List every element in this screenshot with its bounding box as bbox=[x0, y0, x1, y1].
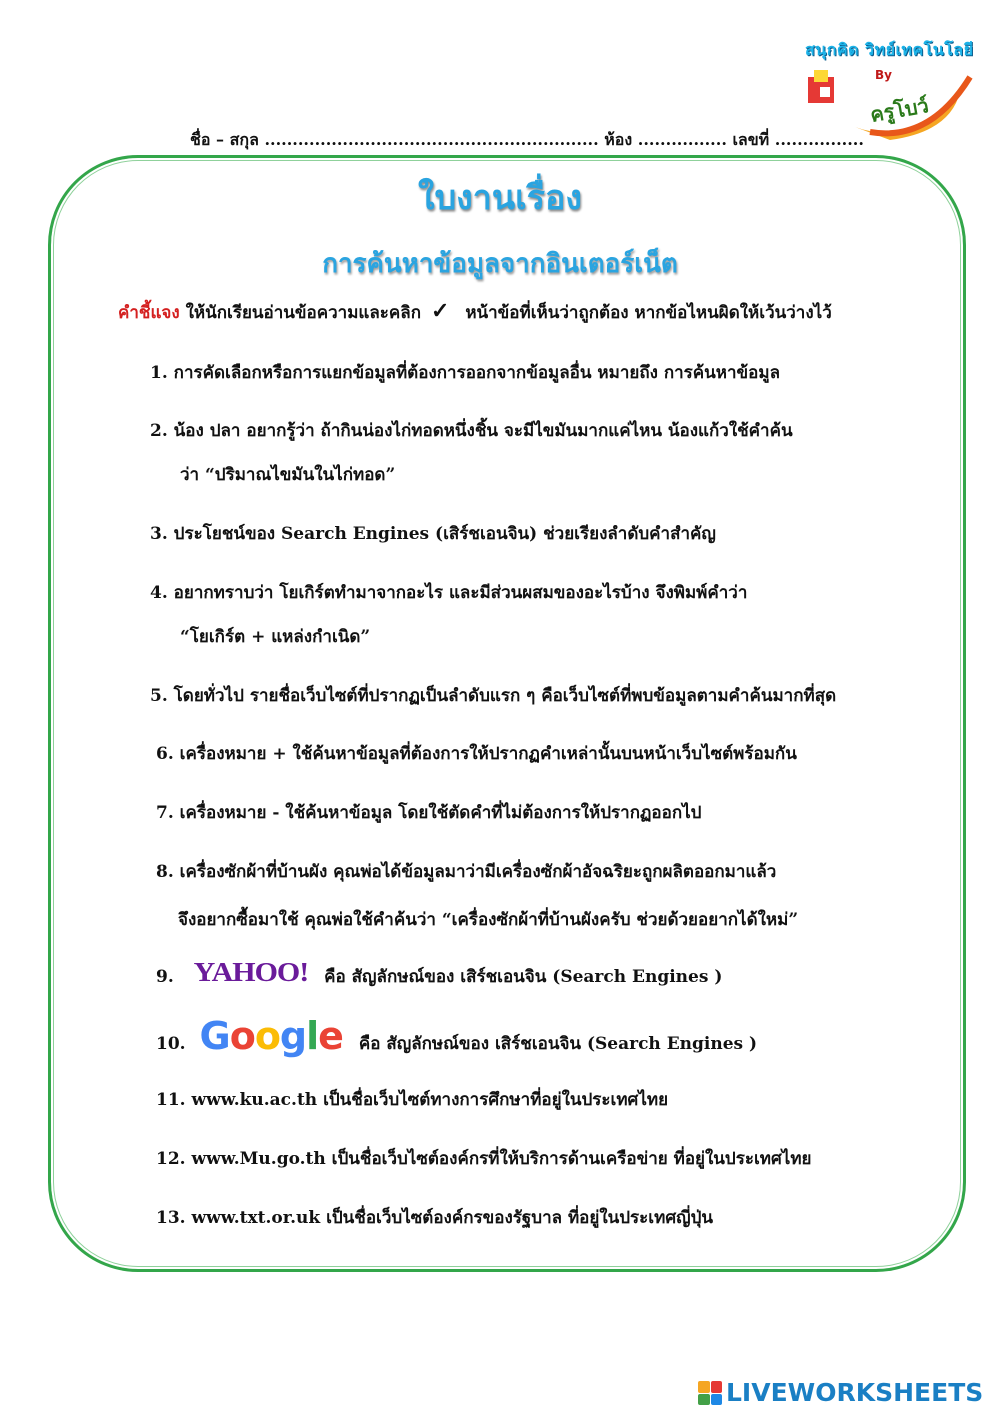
question-text: www.Mu.go.th เป็นชื่อเว็บไซต์องค์กรที่ให้บริการด้านเครือข่าย ที่อยู่ในประเทศไทย bbox=[191, 1149, 812, 1169]
question-9[interactable] bbox=[156, 956, 722, 990]
student-info-line: ชื่อ – สกุล ............................................................ ห้อง ................ เลขที่ ................ bbox=[190, 130, 864, 149]
question-number: 10. bbox=[156, 1034, 186, 1054]
question-text: อยากทราบว่า โยเกิร์ตทำมาจากอะไร และมีส่วนผสมของอะไรบ้าง จึงพิมพ์คำว่า bbox=[173, 583, 748, 603]
brand-logo-by: By bbox=[875, 68, 892, 82]
question-number: 13. bbox=[156, 1208, 186, 1228]
question-3[interactable] bbox=[150, 520, 716, 547]
liveworksheets-footer bbox=[698, 1378, 998, 1408]
question-number: 8. bbox=[156, 862, 174, 882]
brand-logo-caption: สนุกคิด วิทย์เทคโนโลยี bbox=[805, 40, 974, 59]
question-5[interactable] bbox=[150, 682, 836, 709]
instructions bbox=[118, 298, 918, 326]
question-number: 11. bbox=[156, 1090, 186, 1110]
question-7[interactable] bbox=[156, 799, 701, 826]
question-number: 1. bbox=[150, 363, 168, 383]
question-13[interactable] bbox=[156, 1204, 713, 1231]
question-number: 2. bbox=[150, 421, 168, 441]
question-text: เครื่องหมาย - ใช้ค้นหาข้อมูล โดยใช้ตัดคำที่ไม่ต้องการให้ปรากฏออกไป bbox=[179, 803, 702, 823]
question-6[interactable] bbox=[156, 740, 797, 767]
question-text: คือ สัญลักษณ์ของ เสิร์ชเอนจิน (Search Engines ) bbox=[324, 967, 723, 987]
liveworksheets-icon bbox=[698, 1381, 722, 1405]
question-number: 7. bbox=[156, 803, 174, 823]
question-8-line-2: จึงอยากซื้อมาใช้ คุณพ่อใช้คำค้นว่า “เครื่องซักผ้าที่บ้านผังครับ ช่วยด้วยอยากได้ใหม่” bbox=[178, 910, 799, 930]
question-text: คือ สัญลักษณ์ของ เสิร์ชเอนจิน (Search Engines ) bbox=[358, 1034, 758, 1054]
question-11[interactable] bbox=[156, 1086, 668, 1113]
question-2[interactable] bbox=[150, 417, 793, 444]
question-text: ประโยชน์ของ Search Engines (เสิร์ชเอนจิน) ช่วยเรียงลำดับคำสำคัญ bbox=[173, 524, 716, 544]
brand-logo-author: ครูโบว์ bbox=[868, 93, 931, 127]
question-4-line-2: “โยเกิร์ต + แหล่งกำเนิด” bbox=[180, 627, 371, 647]
question-text: www.txt.or.uk เป็นชื่อเว็บไซต์องค์กรของรัฐบาล ที่อยู่ในประเทศญี่ปุ่น bbox=[191, 1208, 714, 1228]
question-text: การคัดเลือกหรือการแยกข้อมูลที่ต้องการออกจากข้อมูลอื่น หมายถึง การค้นหาข้อมูล bbox=[173, 363, 781, 383]
question-text: น้อง ปลา อยากรู้ว่า ถ้ากินน่องไก่ทอดหนึ่งชิ้น จะมีไขมันมากแค่ไหน น้องแก้วใช้คำค้น bbox=[173, 421, 793, 441]
google-logo: Google bbox=[199, 1014, 343, 1058]
question-number: 6. bbox=[156, 744, 174, 764]
question-2-line-2: ว่า “ปริมาณไขมันในไก่ทอด” bbox=[180, 465, 396, 485]
question-text: โดยทั่วไป รายชื่อเว็บไซต์ที่ปรากฏเป็นลำดับแรก ๆ คือเว็บไซต์ที่พบข้อมูลตามคำค้นมากที่สุด bbox=[173, 686, 837, 706]
question-8[interactable] bbox=[156, 858, 776, 885]
instructions-text-after: หน้าข้อที่เห็นว่าถูกต้อง หากข้อไหนผิดให้เว้นว่างไว้ bbox=[465, 303, 832, 323]
question-number: 9. bbox=[156, 967, 174, 987]
brand-logo bbox=[800, 32, 975, 142]
worksheet-subtitle: การค้นหาข้อมูลจากอินเตอร์เน็ต bbox=[322, 249, 678, 279]
question-text: www.ku.ac.th เป็นชื่อเว็บไซต์ทางการศึกษาที่อยู่ในประเทศไทย bbox=[191, 1090, 669, 1110]
question-4[interactable] bbox=[150, 579, 747, 606]
worksheet-title: ใบงานเรื่อง bbox=[417, 178, 583, 218]
check-mark-icon: ✓ bbox=[430, 298, 450, 324]
instructions-label: คำชี้แจง bbox=[118, 303, 180, 323]
question-number: 3. bbox=[150, 524, 168, 544]
liveworksheets-brand: LIVEWORKSHEETS bbox=[726, 1378, 984, 1407]
question-number: 12. bbox=[156, 1149, 186, 1169]
question-10[interactable] bbox=[156, 1014, 757, 1058]
question-1[interactable] bbox=[150, 359, 780, 386]
yahoo-logo: YAHOO! bbox=[193, 957, 309, 988]
question-number: 4. bbox=[150, 583, 168, 603]
instructions-text-before: ให้นักเรียนอ่านข้อความและคลิก bbox=[185, 303, 422, 323]
question-text: เครื่องซักผ้าที่บ้านผัง คุณพ่อได้ข้อมูลมาว่ามีเครื่องซักผ้าอัจฉริยะถูกผลิตออกมาแล้ว bbox=[179, 862, 777, 882]
question-text: เครื่องหมาย + ใช้ค้นหาข้อมูลที่ต้องการให้ปรากฏคำเหล่านั้นบนหน้าเว็บไซต์พร้อมกัน bbox=[179, 744, 797, 764]
question-12[interactable] bbox=[156, 1145, 812, 1172]
question-number: 5. bbox=[150, 686, 168, 706]
